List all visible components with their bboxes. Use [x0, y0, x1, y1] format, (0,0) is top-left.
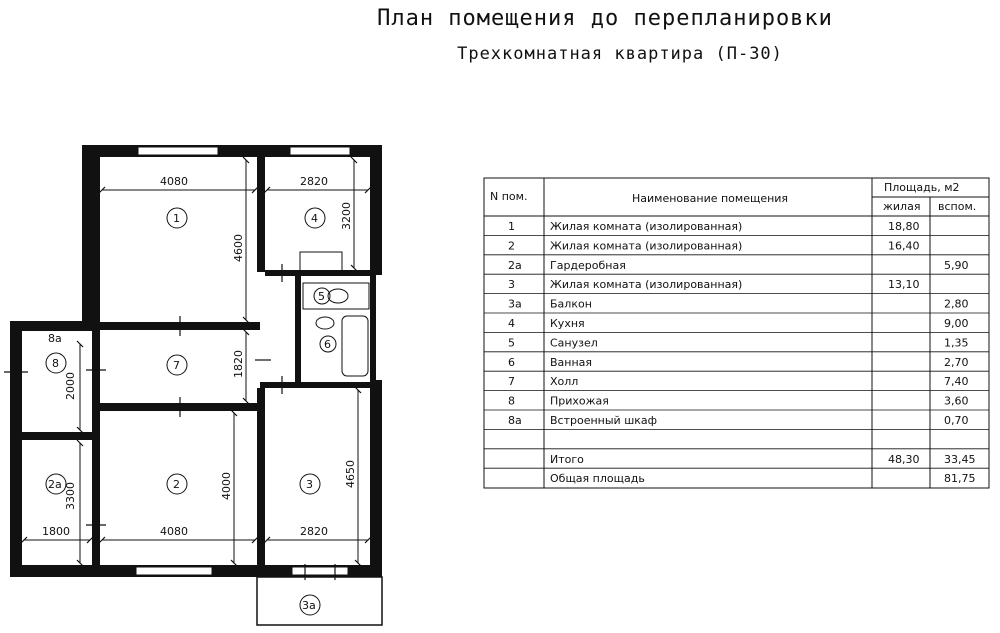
- table-row: [508, 278, 920, 291]
- table-cell-name: Итого: [550, 452, 584, 466]
- table-cell-name: Холл: [550, 375, 579, 389]
- dim-3200: 3200: [340, 202, 353, 230]
- col-aux-header: вспом.: [938, 200, 977, 213]
- table-cell-num: 1: [508, 220, 515, 233]
- table-cell-num: 2a: [508, 258, 522, 272]
- room-1-label: 1: [173, 212, 180, 225]
- table-cell-num: 8a: [508, 414, 522, 427]
- table-cell-name: Гардеробная: [550, 258, 626, 272]
- table-row: [550, 453, 976, 466]
- col-area-header: Площадь, м2: [884, 181, 960, 194]
- table-cell-aux: 81,75: [944, 472, 976, 486]
- table-cell-aux: 7,40: [944, 375, 969, 389]
- room-3a-label: 3a: [302, 599, 316, 612]
- dim-4080-top: 4080: [160, 175, 188, 188]
- page-subtitle: Трехкомнатная квартира (П-30): [457, 44, 783, 64]
- table-row: [508, 336, 969, 349]
- table-cell-name: Санузел: [550, 336, 598, 350]
- table-cell-num: 8: [508, 394, 515, 408]
- table-cell-aux: 3,60: [944, 394, 969, 408]
- table-row: [508, 395, 969, 408]
- table-cell-name: Кухня: [550, 317, 585, 330]
- page-title: План помещения до перепланировки: [377, 6, 833, 31]
- col-num-header: N пом.: [490, 190, 528, 203]
- table-row: [550, 472, 976, 485]
- table-row: [508, 375, 969, 388]
- table-cell-num: 4: [508, 317, 515, 330]
- table-cell-name: Общая площадь: [550, 472, 645, 486]
- table-cell-num: 7: [508, 375, 515, 389]
- room-5-label: 5: [318, 290, 325, 303]
- table-cell-num: 6: [508, 355, 515, 369]
- room-3-label: 3: [306, 478, 313, 491]
- table-row: [508, 317, 969, 330]
- table-cell-living: 48,30: [888, 452, 920, 466]
- dim-4080-bot: 4080: [160, 525, 188, 538]
- dim-1800: 1800: [42, 525, 70, 538]
- room-8a-label: 8a: [48, 332, 62, 345]
- table-cell-aux: 2,80: [944, 297, 969, 311]
- table-row: [508, 220, 920, 233]
- table-cell-aux: 1,35: [944, 336, 969, 350]
- col-name-header: Наименование помещения: [632, 192, 789, 205]
- dim-4000: 4000: [220, 472, 233, 500]
- table-row: [508, 414, 969, 427]
- table-cell-num: 3: [508, 278, 515, 292]
- table-cell-name: Прихожая: [550, 394, 609, 408]
- room-6-label: 6: [324, 338, 331, 351]
- table-cell-living: 16,40: [888, 239, 920, 253]
- table-cell-name: Жилая комната (изолированная): [550, 220, 743, 233]
- table-cell-num: 5: [508, 336, 515, 350]
- table-cell-living: 18,80: [888, 220, 920, 233]
- room-7-label: 7: [173, 359, 180, 372]
- table-cell-name: Балкон: [550, 297, 592, 311]
- table-row: [508, 356, 969, 369]
- dim-2820-top: 2820: [300, 175, 328, 188]
- table-cell-aux: 5,90: [944, 258, 969, 272]
- table-cell-name: Жилая комната (изолированная): [550, 278, 743, 292]
- dim-4650: 4650: [344, 460, 357, 488]
- dim-2000: 2000: [64, 372, 77, 400]
- table-cell-aux: 9,00: [944, 317, 969, 330]
- table-cell-aux: 0,70: [944, 414, 969, 427]
- table-cell-num: 3a: [508, 297, 522, 311]
- table-row: [508, 298, 969, 311]
- table-cell-name: Ванная: [550, 355, 593, 369]
- col-living-header: жилая: [883, 200, 921, 213]
- dim-3300: 3300: [64, 482, 77, 510]
- table-cell-aux: 33,45: [944, 452, 976, 466]
- room-2a-label: 2a: [48, 478, 62, 491]
- dim-1820: 1820: [232, 350, 245, 378]
- rooms-table: [484, 178, 989, 488]
- table-cell-living: 13,10: [888, 278, 920, 292]
- room-2-label: 2: [173, 478, 180, 491]
- table-cell-aux: 2,70: [944, 355, 969, 369]
- room-4-label: 4: [311, 212, 318, 225]
- dim-2820-bot: 2820: [300, 525, 328, 538]
- table-cell-name: Жилая комната (изолированная): [550, 239, 743, 253]
- table-row: [508, 259, 969, 272]
- table-row: [508, 239, 920, 252]
- dim-4600: 4600: [232, 234, 245, 262]
- table-cell-name: Встроенный шкаф: [550, 414, 658, 427]
- table-cell-num: 2: [508, 239, 515, 253]
- room-8-label: 8: [52, 357, 59, 370]
